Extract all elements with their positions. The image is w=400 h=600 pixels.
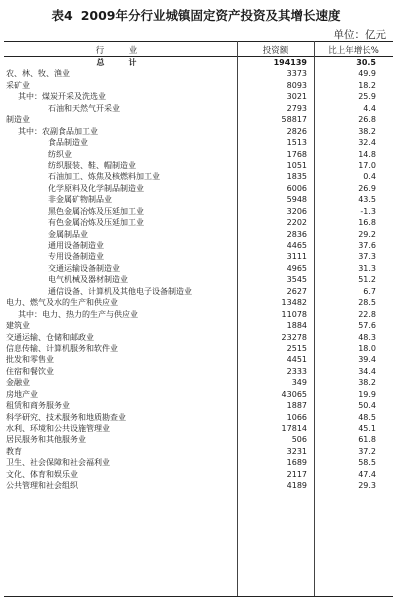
- table-row: [4, 446, 393, 457]
- table-row: [4, 434, 393, 445]
- industry-name: 住宿和餐饮业: [6, 366, 54, 376]
- industry-name: 石油和天然气开采业: [48, 103, 120, 113]
- table-row: [4, 377, 393, 388]
- table-row: [4, 480, 393, 491]
- industry-name: 黑色金属冶炼及压延加工业: [48, 206, 144, 216]
- industry-name: 非金属矿物制品业: [48, 195, 112, 205]
- industry-name: 交通运输设备制造业: [48, 263, 120, 273]
- growth-rate: 26.9: [358, 183, 376, 193]
- table-row: [4, 68, 393, 79]
- industry-name: 采矿业: [6, 80, 30, 90]
- table-row: [4, 137, 393, 148]
- investment-value: 17814: [281, 424, 307, 433]
- growth-rate: 28.5: [358, 298, 376, 308]
- growth-rate: 32.4: [358, 138, 376, 148]
- growth-rate: 37.6: [358, 241, 376, 250]
- investment-value: 3231: [286, 446, 307, 456]
- investment-value: 2627: [286, 286, 307, 296]
- investment-value: 8093: [286, 80, 307, 90]
- investment-value: 3545: [286, 275, 307, 285]
- industry-name: 居民服务和其他服务业: [6, 435, 86, 445]
- investment-value: 2202: [286, 218, 307, 228]
- header-investment: 投资额: [262, 46, 289, 56]
- growth-rate: 30.5: [356, 58, 376, 67]
- industry-name: 信息传输、计算机服务和软件业: [6, 343, 118, 353]
- industry-name: 通用设备制造业: [48, 241, 104, 250]
- industry-name: 金融业: [6, 378, 30, 388]
- table-row: [4, 469, 393, 480]
- growth-rate: 47.4: [358, 469, 376, 479]
- table-row: [4, 412, 393, 423]
- table-row: [4, 457, 393, 468]
- investment-value: 349: [291, 378, 307, 388]
- investment-value: 1066: [286, 412, 307, 422]
- industry-name: 水利、环境和公共设施管理业: [6, 424, 110, 433]
- industry-name: 纺织服装、鞋、帽制造业: [48, 160, 136, 170]
- table-row: [4, 171, 393, 182]
- industry-name: 公共管理和社会组织: [6, 481, 78, 491]
- growth-rate: 29.2: [358, 229, 376, 239]
- table-row: [4, 332, 393, 343]
- table-row: [4, 229, 393, 240]
- investment-value: 3021: [286, 92, 307, 102]
- investment-value: 2826: [286, 126, 307, 136]
- table-row: [4, 149, 393, 160]
- industry-name: 制造业: [6, 115, 30, 125]
- industry-name: 其中：农副食品加工业: [18, 126, 98, 136]
- investment-value: 194139: [273, 58, 307, 67]
- growth-rate: 37.2: [358, 446, 376, 456]
- table-row: [4, 103, 393, 114]
- growth-rate: 26.8: [358, 115, 376, 125]
- industry-name: 租赁和商务服务业: [6, 401, 70, 411]
- investment-value: 1513: [286, 138, 307, 148]
- industry-name: 科学研究、技术服务和地质勘查业: [6, 412, 126, 422]
- growth-rate: 51.2: [358, 275, 376, 285]
- growth-rate: 39.4: [358, 355, 376, 365]
- growth-rate: 6.7: [363, 286, 376, 296]
- header-industry: 行 业: [95, 46, 146, 56]
- table-row: [4, 80, 393, 91]
- table-row: [4, 160, 393, 171]
- investment-value: 2333: [286, 366, 307, 376]
- investment-value: 3111: [286, 252, 307, 262]
- investment-value: 43065: [281, 389, 307, 399]
- table-body: [4, 57, 393, 492]
- growth-rate: 43.5: [358, 195, 376, 205]
- growth-rate: 38.2: [358, 126, 376, 136]
- growth-rate: 61.8: [358, 435, 376, 445]
- growth-rate: 31.3: [358, 263, 376, 273]
- industry-name: 有色金属冶炼及压延加工业: [48, 218, 144, 228]
- growth-rate: 58.5: [358, 458, 376, 468]
- growth-rate: 37.3: [358, 252, 376, 262]
- table-row: [4, 354, 393, 365]
- investment-value: 13482: [281, 298, 307, 308]
- industry-name: 金属制品业: [48, 229, 88, 239]
- table-header: [4, 42, 393, 56]
- investment-value: 3206: [286, 206, 307, 216]
- growth-rate: 50.4: [358, 401, 376, 411]
- table-bottom-rule: [4, 596, 393, 597]
- investment-value: 4189: [286, 481, 307, 491]
- table-row: [4, 389, 393, 400]
- growth-rate: 48.3: [358, 332, 376, 342]
- industry-name: 农、林、牧、渔业: [6, 69, 70, 79]
- unit-label: 单位：亿元: [333, 29, 386, 41]
- investment-value: 11078: [281, 309, 307, 319]
- industry-name: 专用设备制造业: [48, 252, 104, 262]
- industry-name: 石油加工、炼焦及核燃料加工业: [48, 172, 160, 182]
- investment-value: 58817: [281, 115, 307, 125]
- table-row: [4, 366, 393, 377]
- investment-value: 3373: [286, 69, 307, 79]
- investment-value: 4451: [286, 355, 307, 365]
- growth-rate: 22.8: [358, 309, 376, 319]
- table-row: [4, 400, 393, 411]
- table-row: [4, 183, 393, 194]
- growth-rate: 4.4: [363, 103, 376, 113]
- table-row: [4, 423, 393, 434]
- table-row: [4, 126, 393, 137]
- growth-rate: 48.5: [358, 412, 376, 422]
- table-row: [4, 240, 393, 251]
- investment-value: 5948: [286, 195, 307, 205]
- table-row: [4, 263, 393, 274]
- growth-rate: 29.3: [358, 481, 376, 491]
- table-row: [4, 251, 393, 262]
- table-row: [4, 297, 393, 308]
- industry-name: 文化、体育和娱乐业: [6, 469, 78, 479]
- industry-name: 卫生、社会保障和社会福利业: [6, 458, 110, 468]
- investment-value: 1835: [286, 172, 307, 182]
- growth-rate: 45.1: [358, 424, 376, 433]
- growth-rate: 49.9: [358, 69, 376, 79]
- growth-rate: 38.2: [358, 378, 376, 388]
- table-row: [4, 309, 393, 320]
- industry-name: 房地产业: [6, 389, 38, 399]
- industry-name: 批发和零售业: [6, 355, 54, 365]
- growth-rate: 18.0: [358, 343, 376, 353]
- header-growth: 比上年增长%: [328, 46, 379, 56]
- investment-value: 2515: [286, 343, 307, 353]
- industry-name: 交通运输、仓储和邮政业: [6, 332, 94, 342]
- industry-name: 其中：电力、热力的生产与供应业: [18, 309, 138, 319]
- investment-value: 2836: [286, 229, 307, 239]
- industry-name: 电气机械及器材制造业: [48, 275, 128, 285]
- industry-name: 建筑业: [6, 321, 30, 331]
- investment-value: 23278: [281, 332, 307, 342]
- industry-name: 通信设备、计算机及其他电子设备制造业: [48, 286, 192, 296]
- growth-rate: -1.3: [360, 206, 376, 216]
- growth-rate: 16.8: [358, 218, 376, 228]
- investment-value: 1884: [286, 321, 307, 331]
- total-row: [4, 57, 393, 68]
- industry-name: 其中：煤炭开采及洗选业: [18, 92, 106, 102]
- investment-value: 1768: [286, 149, 307, 159]
- industry-name: 食品制造业: [48, 138, 88, 148]
- growth-rate: 17.0: [358, 160, 376, 170]
- investment-value: 2117: [286, 469, 307, 479]
- growth-rate: 34.4: [358, 366, 376, 376]
- table-row: [4, 286, 393, 297]
- table-number: 表4: [51, 8, 73, 23]
- investment-value: 6006: [286, 183, 307, 193]
- industry-name: 总 计: [96, 58, 145, 67]
- investment-value: 2793: [286, 103, 307, 113]
- industry-name: 纺织业: [48, 149, 72, 159]
- table-row: [4, 114, 393, 125]
- table-row: [4, 320, 393, 331]
- table-row: [4, 274, 393, 285]
- table-row: [4, 91, 393, 102]
- investment-value: 506: [291, 435, 307, 445]
- table-row: [4, 343, 393, 354]
- table-title-text: 2009年分行业城镇固定资产投资及其增长速度: [80, 8, 341, 23]
- growth-rate: 19.9: [358, 389, 376, 399]
- growth-rate: 57.6: [358, 321, 376, 331]
- investment-value: 4465: [286, 241, 307, 250]
- growth-rate: 0.4: [363, 172, 376, 182]
- investment-value: 1689: [286, 458, 307, 468]
- investment-value: 4965: [286, 263, 307, 273]
- industry-name: 电力、燃气及水的生产和供应业: [6, 298, 118, 308]
- investment-value: 1051: [286, 160, 307, 170]
- industry-name: 化学原料及化学制品制造业: [48, 183, 144, 193]
- table-row: [4, 206, 393, 217]
- growth-rate: 25.9: [358, 92, 376, 102]
- growth-rate: 14.8: [358, 149, 376, 159]
- table-row: [4, 217, 393, 228]
- industry-name: 教育: [6, 446, 22, 456]
- investment-value: 1887: [286, 401, 307, 411]
- growth-rate: 18.2: [358, 80, 376, 90]
- table-title: [0, 6, 400, 24]
- table-row: [4, 194, 393, 205]
